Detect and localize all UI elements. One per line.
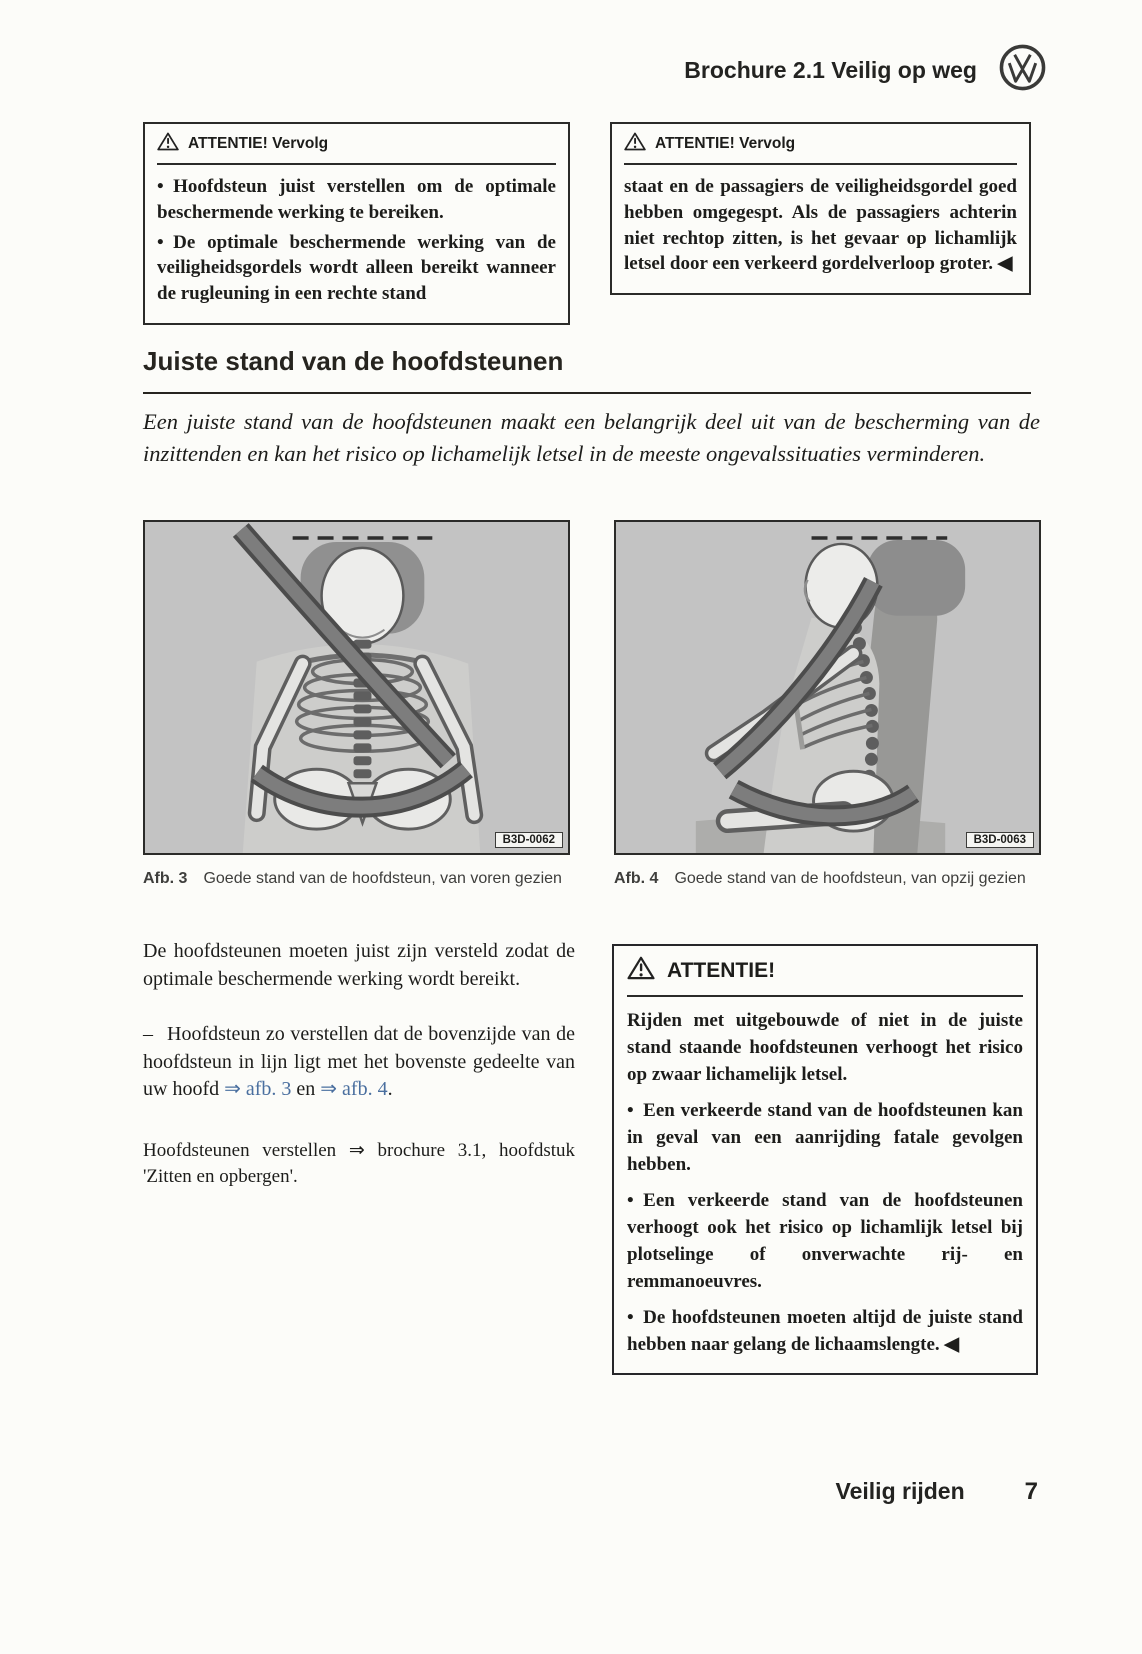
warning-body: [624, 174, 1017, 277]
figure-4-caption-text: Goede stand van de hoofdsteun, van opzij gezien: [674, 870, 1026, 887]
warning-lead: Rijden met uitgebouwde of niet in de juiste stand staande hoofdsteunen verhoogt het risico op zwaar lichamelijk letsel.: [627, 1010, 1023, 1085]
figure-4: [614, 520, 1041, 891]
cross-reference-note: Hoofdsteunen verstellen ⇒ brochure 3.1, hoofdstuk 'Zitten en opbergen'.: [143, 1139, 575, 1188]
instruction-step: [143, 1021, 575, 1104]
figure-3-caption-text: Goede stand van de hoofdsteun, van voren gezien: [203, 870, 562, 887]
skeleton-side-illustration: [616, 522, 1039, 853]
warning-triangle-icon: [627, 956, 655, 986]
step-end: .: [387, 1078, 393, 1101]
step-dash: –: [143, 1023, 153, 1046]
page-header: [143, 44, 1046, 96]
warning-title: ATTENTIE! Vervolg: [188, 135, 329, 152]
warning-bullet: • Een verkeerde stand van de hoofdsteunen kan in geval van een aanrijding fatale gevolgen hebben.: [627, 1098, 1023, 1179]
figure-3-image: [143, 520, 570, 855]
warning-triangle-icon: [624, 132, 646, 156]
figure-reference-link: ⇒ afb. 4: [320, 1078, 388, 1101]
figure-4-label: Afb. 4: [614, 870, 659, 887]
warning-bullet: • De optimale beschermende werking van de veiligheidsgordels wordt alleen bereikt wanneer de rugleuning in een rechte stand: [157, 230, 556, 307]
warning-title-row: [627, 956, 1023, 997]
header-title: Brochure 2.1 Veilig op weg: [684, 56, 977, 83]
warning-bullet: • Hoofdsteun juist verstellen om de optimale beschermende werking te bereiken.: [157, 174, 556, 226]
body-column: [143, 938, 575, 1190]
figure-3-code: B3D-0062: [495, 832, 563, 848]
warning-title: ATTENTIE! Vervolg: [655, 135, 796, 152]
step-join: en: [291, 1078, 321, 1101]
section-intro: Een juiste stand van de hoofdsteunen maakt een belangrijk deel uit van de bescherming van de inzittenden en kan het risico op lichamelijk letsel in de meeste ongevalssituaties verminderen.: [143, 409, 1040, 467]
warning-bullet: • De hoofdsteunen moeten altijd de juiste stand hebben naar gelang de lichaamslengte. ◀: [627, 1305, 1023, 1359]
figure-4-caption: [614, 867, 1041, 891]
step-text: Hoofdsteun zo verstellen dat de bovenzijde van de hoofdsteun in lijn ligt met het bovenste gedeelte van uw hoofd: [143, 1023, 575, 1101]
warning-box-main: [612, 944, 1038, 1375]
skeleton-front-illustration: [145, 522, 568, 853]
figure-3-label: Afb. 3: [143, 870, 188, 887]
figure-4-code: B3D-0063: [966, 832, 1034, 848]
warning-triangle-icon: [157, 132, 179, 156]
footer-page-number: 7: [1024, 1478, 1038, 1505]
footer-chapter-label: Veilig rijden: [835, 1478, 965, 1504]
warning-text: staat en de passagiers de veiligheidsgordel goed hebben omgegespt. Als de passagiers achterin niet rechtop zitten, is het gevaar op lichamlijk letsel door een verkeerd gordelverloop groter. ◀: [624, 176, 1017, 275]
warning-body: [157, 174, 556, 307]
figure-3: [143, 520, 570, 891]
warning-box-continued-right: [610, 122, 1031, 295]
figures-row: [143, 520, 1040, 891]
figure-3-caption: [143, 867, 570, 891]
figure-reference-link: ⇒ afb. 3: [224, 1078, 292, 1101]
continued-warnings-row: [143, 122, 1031, 325]
warning-bullet: • Een verkeerde stand van de hoofdsteunen verhoogt ook het risico op lichamlijk letsel bij plotselinge of onverwachte rij- en remmanoeuvres.: [627, 1188, 1023, 1296]
page-footer: [143, 1478, 1038, 1506]
warning-body: [627, 1008, 1023, 1359]
figure-4-image: [614, 520, 1041, 855]
section-heading: Juiste stand van de hoofdsteunen: [143, 346, 1031, 394]
warning-title-row: [157, 132, 556, 165]
vw-logo-icon: [999, 44, 1046, 96]
warning-title-row: [624, 132, 1017, 165]
warning-title: ATTENTIE!: [667, 959, 776, 982]
body-paragraph: De hoofdsteunen moeten juist zijn versteld zodat de optimale beschermende werking wordt bereikt.: [143, 940, 575, 990]
warning-box-continued-left: [143, 122, 570, 325]
